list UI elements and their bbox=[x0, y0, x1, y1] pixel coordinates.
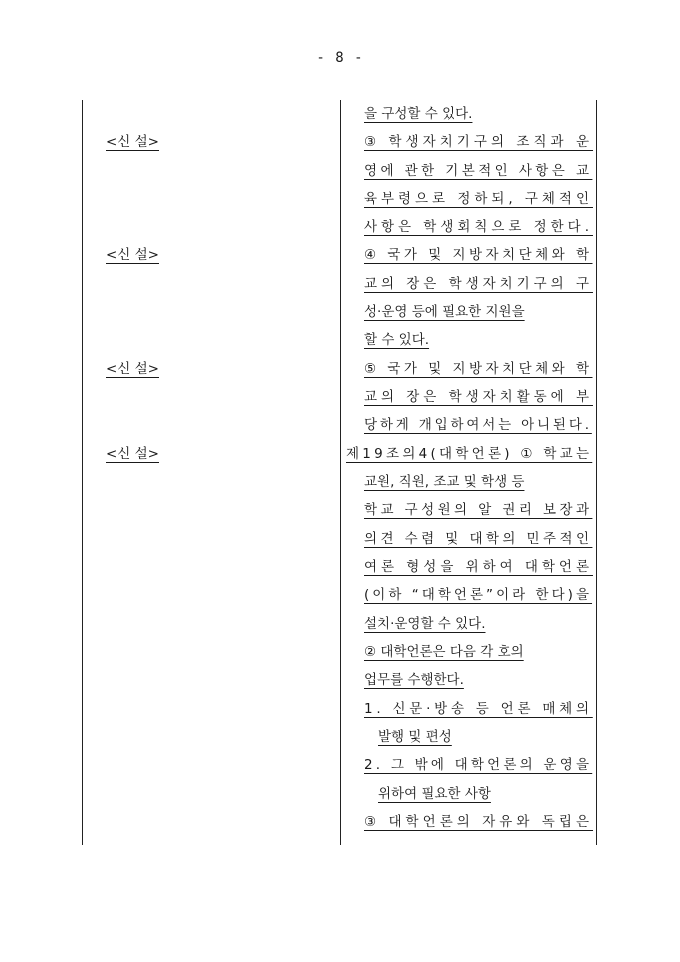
new-provision-label: <신 설> bbox=[106, 361, 159, 377]
amendment-text-line: 할 수 있다. bbox=[364, 332, 430, 348]
amendment-text-line: 을 구성할 수 있다. bbox=[364, 106, 473, 122]
amendment-text-line: 2. 그 밖에 대학언론의 운영을 bbox=[364, 757, 593, 773]
amendment-text-line: 당하게 개입하여서는 아니된다. bbox=[364, 417, 592, 433]
amendment-text-line: 교의 장은 학생자치활동에 부 bbox=[364, 389, 593, 405]
table-right-border bbox=[596, 100, 597, 845]
new-provision-label: <신 설> bbox=[106, 134, 159, 150]
amendment-text-line: ③ 대학언론의 자유와 독립은 bbox=[364, 814, 594, 830]
amendment-text-line: 발행 및 편성 bbox=[378, 729, 452, 745]
amendment-text-line: 여론 형성을 위하여 대학언론 bbox=[364, 559, 593, 575]
amendment-text-line: ② 대학언론은 다음 각 호의 bbox=[364, 644, 524, 660]
article-heading-line: 제19조의4(대학언론) ① 학교는 bbox=[346, 446, 593, 462]
page-number: - 8 - bbox=[316, 50, 364, 66]
amendment-text-line: (이하 “대학언론”이라 한다)을 bbox=[364, 587, 593, 603]
amendment-text-line: 의견 수렴 및 대학의 민주적인 bbox=[364, 531, 593, 547]
amendment-text-line: 영에 관한 기본적인 사항은 교 bbox=[364, 163, 593, 179]
amendment-text-line: 학교 구성원의 알 권리 보장과 bbox=[364, 502, 593, 518]
column-divider bbox=[340, 100, 341, 845]
new-provision-label: <신 설> bbox=[106, 446, 159, 462]
amendment-text-line: 위하여 필요한 사항 bbox=[378, 786, 491, 802]
amendment-text-line: 교원, 직원, 조교 및 학생 등 bbox=[364, 474, 525, 490]
new-provision-label: <신 설> bbox=[106, 247, 159, 263]
amendment-text-line: 설치·운영할 수 있다. bbox=[364, 616, 486, 632]
amendment-text-line: 교의 장은 학생자치기구의 구 bbox=[364, 276, 593, 292]
amendment-text-line: ③ 학생자치기구의 조직과 운 bbox=[364, 134, 594, 150]
amendment-text-line: 육부령으로 정하되, 구체적인 bbox=[364, 191, 593, 207]
amendment-text-line: 성·운영 등에 필요한 지원을 bbox=[364, 304, 525, 320]
amendment-text-line: 1. 신문·방송 등 언론 매체의 bbox=[364, 701, 593, 717]
amendment-text-line: 사항은 학생회칙으로 정한다. bbox=[364, 219, 593, 235]
amendment-text-line: ④ 국가 및 지방자치단체와 학 bbox=[364, 247, 593, 263]
table-left-border bbox=[82, 100, 83, 845]
amendment-text-line: 업무를 수행한다. bbox=[364, 672, 464, 688]
amendment-text-line: ⑤ 국가 및 지방자치단체와 학 bbox=[364, 361, 593, 377]
